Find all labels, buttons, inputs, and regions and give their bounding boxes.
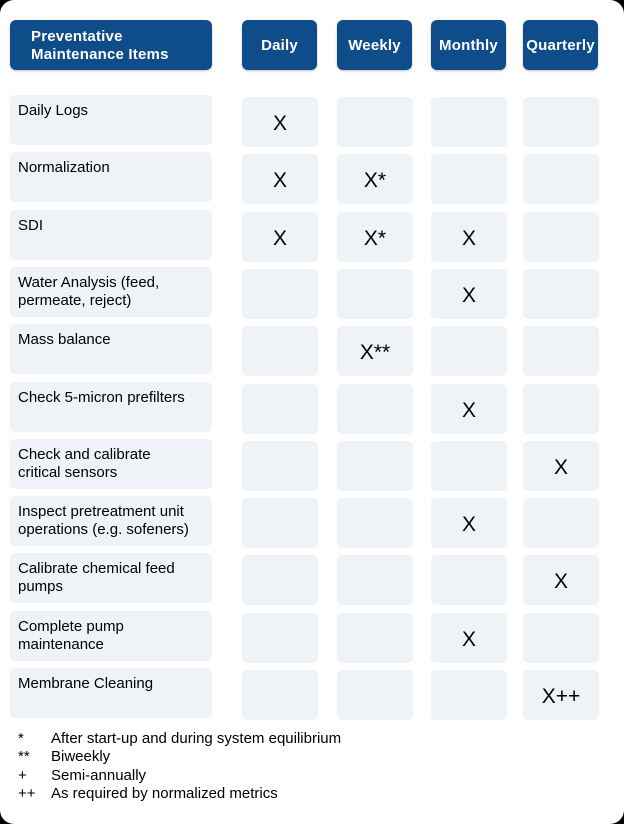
daily-cell [242, 613, 318, 663]
row-label-line: Check 5-micron prefilters [18, 389, 185, 406]
weekly-cell [337, 555, 413, 605]
row-label [10, 611, 212, 661]
monthly-cell [431, 670, 507, 720]
quarterly-cell [523, 613, 599, 663]
quarterly-cell [523, 498, 599, 548]
row-label [10, 668, 212, 718]
daily-cell [242, 498, 318, 548]
row-label-line: Inspect pretreatment unit [18, 503, 184, 520]
row-label-line: operations (e.g. sofeners) [18, 521, 189, 538]
quarterly-cell [523, 154, 599, 204]
row-label [10, 152, 212, 202]
quarterly-cell [523, 212, 599, 262]
legend-text: As required by normalized metrics [51, 784, 278, 802]
weekly-cell [337, 384, 413, 434]
row-label [10, 267, 212, 317]
row-label [10, 210, 212, 260]
row-label-line: Daily Logs [18, 102, 89, 119]
monthly-cell: X [431, 498, 507, 548]
row-label-line: maintenance [18, 636, 104, 653]
monthly-cell: X [431, 384, 507, 434]
monthly-cell: X [431, 613, 507, 663]
monthly-cell [431, 555, 507, 605]
quarterly-cell [523, 269, 599, 319]
weekly-cell: X* [337, 212, 413, 262]
row-label-line: critical sensors [18, 464, 118, 481]
weekly-cell [337, 269, 413, 319]
monthly-cell [431, 154, 507, 204]
row-label-line: Check and calibrate [18, 446, 151, 463]
weekly-cell [337, 670, 413, 720]
weekly-cell [337, 613, 413, 663]
row-label-line: Mass balance [18, 331, 111, 348]
quarterly-cell [523, 97, 599, 147]
quarterly-cell [523, 326, 599, 376]
legend-row [18, 730, 341, 748]
daily-cell [242, 326, 318, 376]
quarterly-column-header: Quarterly [523, 20, 598, 70]
legend-text: Biweekly [51, 748, 111, 766]
row-label-line: Calibrate chemical feed [18, 560, 175, 577]
quarterly-cell: X [523, 441, 599, 491]
daily-cell [242, 670, 318, 720]
legend-symbol: ++ [18, 784, 36, 802]
daily-cell: X [242, 212, 318, 262]
daily-cell: X [242, 154, 318, 204]
weekly-cell [337, 498, 413, 548]
legend-row [18, 748, 341, 766]
row-label-line: Water Analysis (feed, [18, 274, 160, 291]
weekly-cell: X* [337, 154, 413, 204]
row-label-line: Normalization [18, 159, 110, 176]
legend-symbol: ** [18, 748, 30, 766]
row-label [10, 324, 212, 374]
legend-text: Semi-annually [51, 766, 147, 784]
daily-cell [242, 441, 318, 491]
legend-row [18, 767, 341, 785]
monthly-cell [431, 97, 507, 147]
quarterly-cell: X [523, 555, 599, 605]
row-label-line: permeate, reject) [18, 292, 132, 309]
daily-column-header: Daily [242, 20, 317, 70]
row-label [10, 95, 212, 145]
monthly-column-header: Monthly [431, 20, 506, 70]
monthly-cell [431, 326, 507, 376]
row-label [10, 496, 212, 546]
row-label [10, 382, 212, 432]
weekly-column-header: Weekly [337, 20, 412, 70]
quarterly-cell: X++ [523, 670, 599, 720]
legend [18, 730, 341, 803]
items-column-header [10, 20, 212, 70]
row-label-line: Membrane Cleaning [18, 675, 154, 692]
monthly-cell [431, 441, 507, 491]
daily-cell [242, 555, 318, 605]
weekly-cell [337, 441, 413, 491]
row-label-line: pumps [18, 578, 64, 595]
legend-symbol: * [18, 730, 24, 747]
daily-cell [242, 269, 318, 319]
items-header-line-2: Maintenance Items [31, 46, 169, 63]
legend-row [18, 785, 341, 803]
items-header-line-1: Preventative [31, 28, 123, 45]
weekly-cell [337, 97, 413, 147]
legend-text: After start-up and during system equilibrium [51, 730, 342, 747]
row-label-line: SDI [18, 217, 44, 234]
daily-cell: X [242, 97, 318, 147]
legend-symbol: + [18, 766, 27, 784]
monthly-cell: X [431, 212, 507, 262]
daily-cell [242, 384, 318, 434]
row-label [10, 439, 212, 489]
row-label-line: Complete pump [18, 618, 124, 635]
weekly-cell: X** [337, 326, 413, 376]
quarterly-cell [523, 384, 599, 434]
monthly-cell: X [431, 269, 507, 319]
row-label [10, 553, 212, 603]
